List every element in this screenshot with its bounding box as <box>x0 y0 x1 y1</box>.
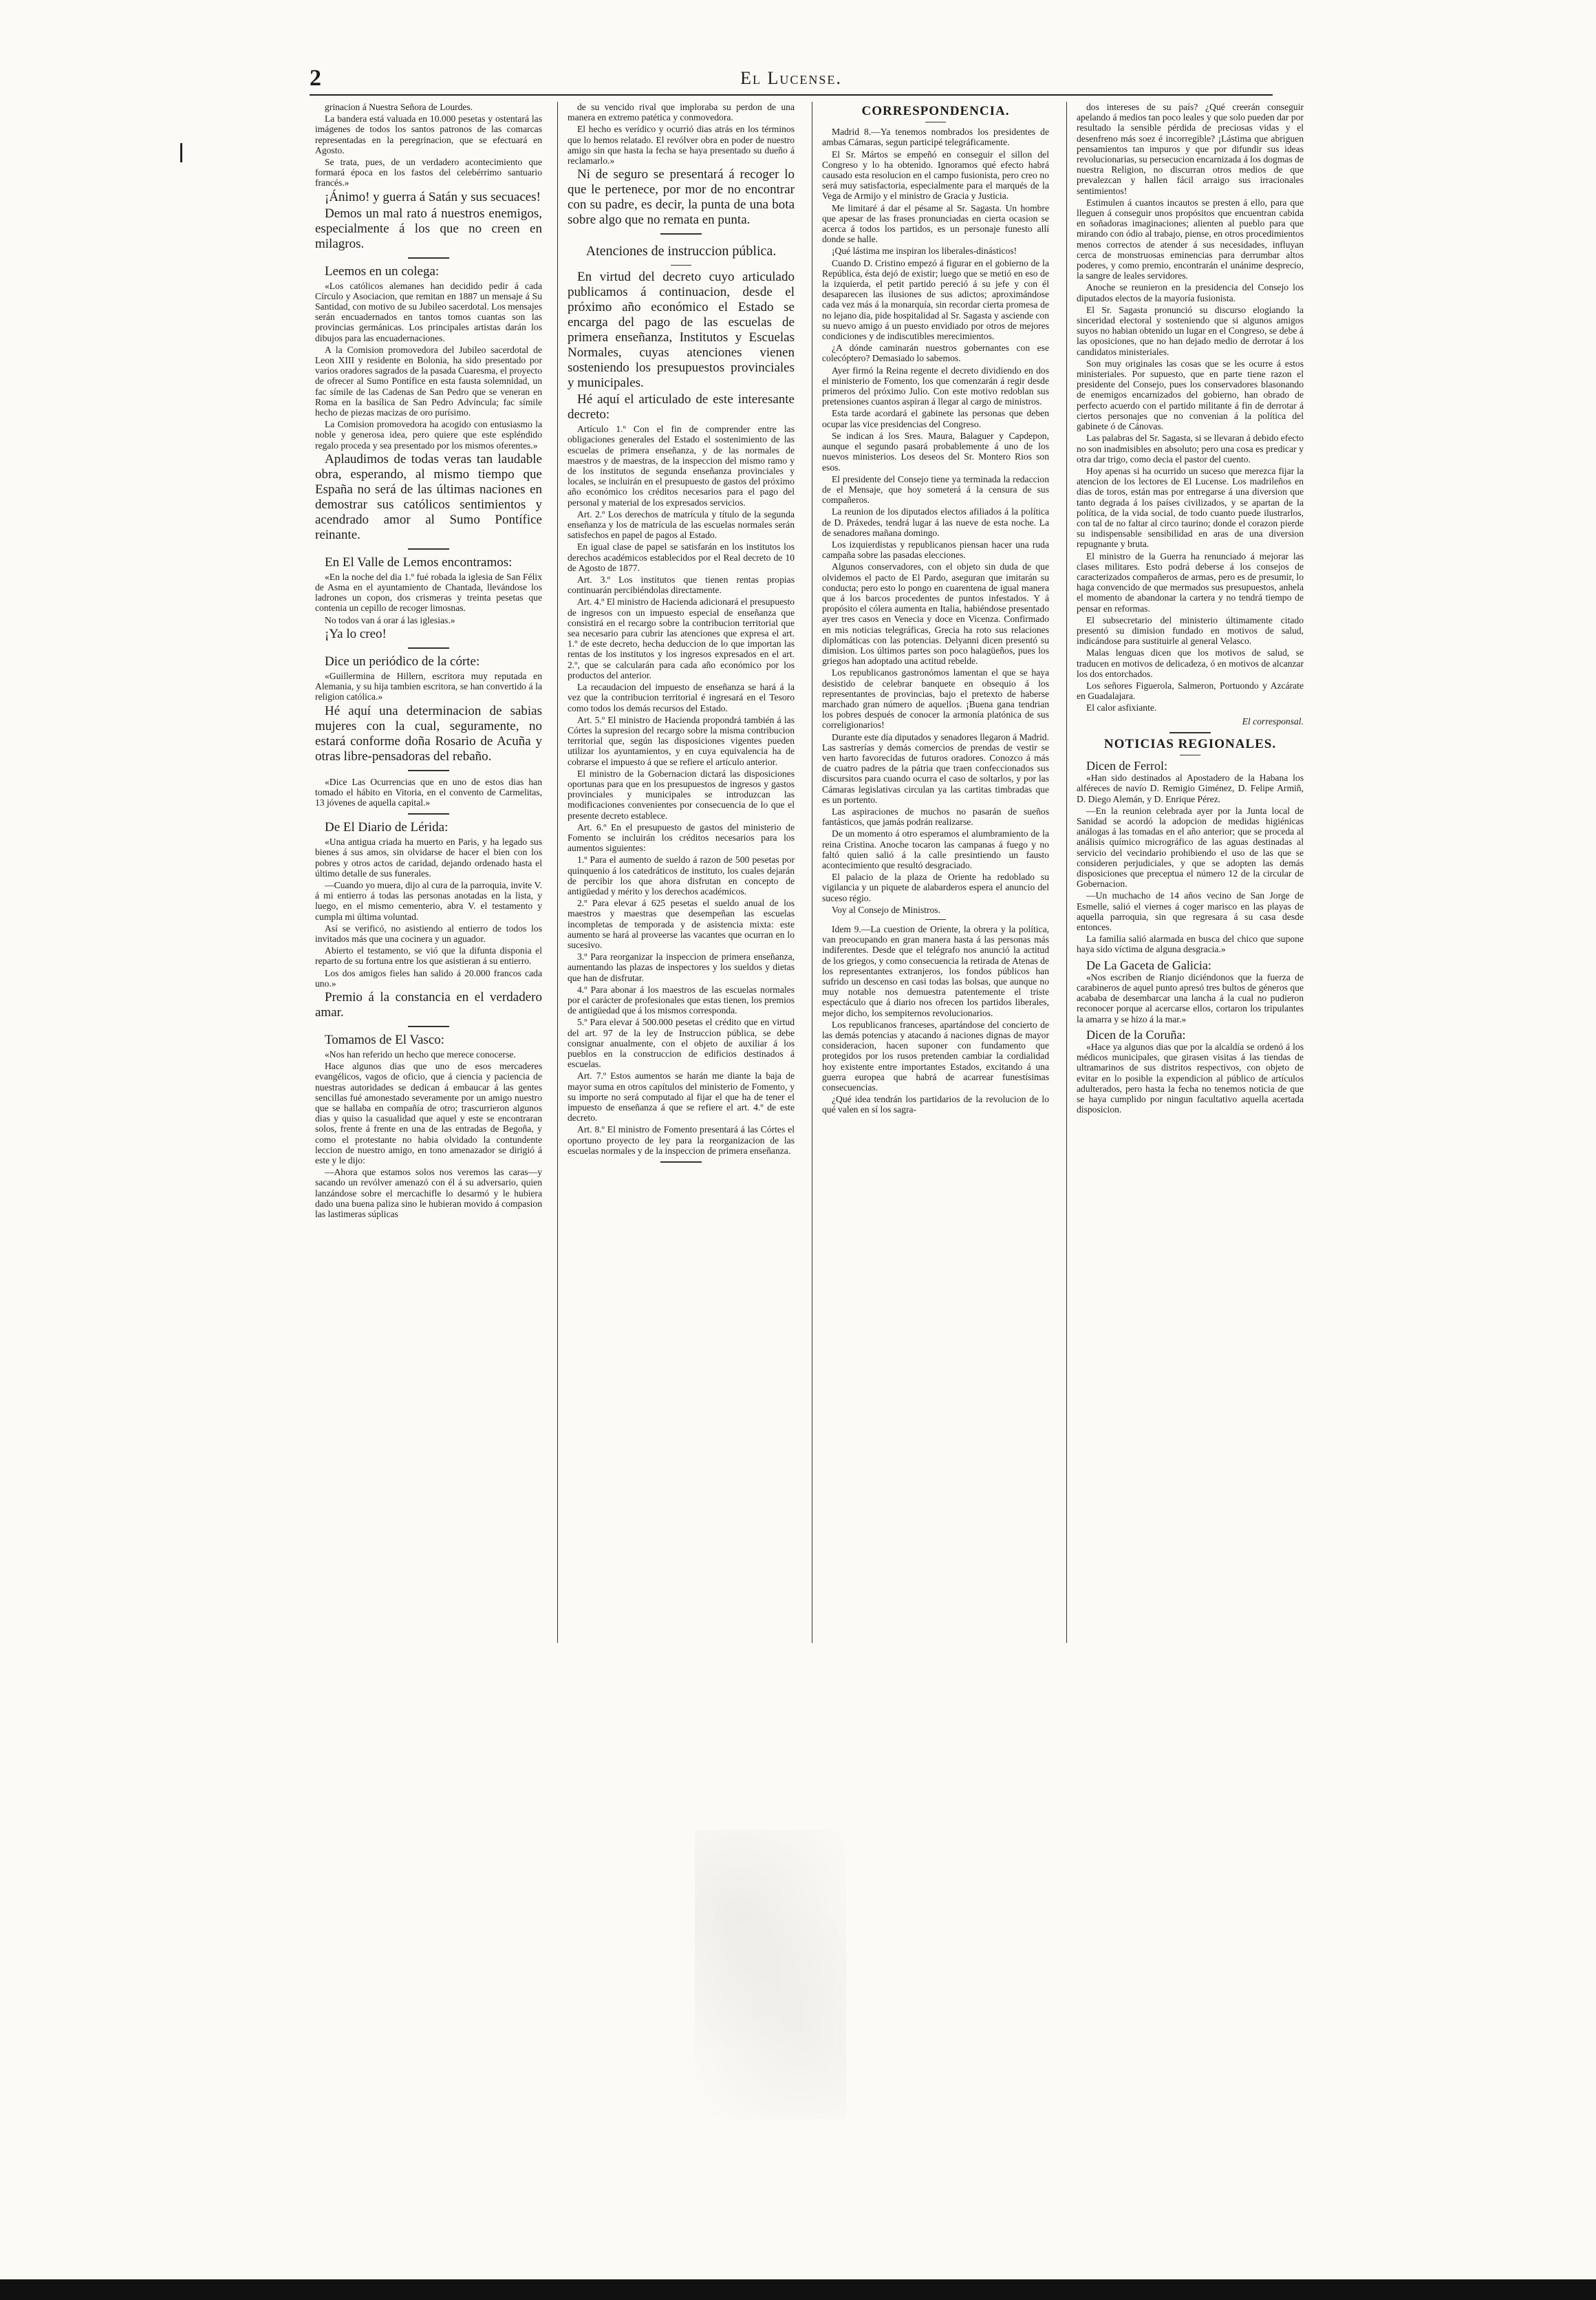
paragraph: Premio á la constancia en el verdadero amar. <box>315 989 542 1020</box>
paragraph: El ministro de la Gobernacion dictará las disposiciones oportunas para que en los presupuestos de ingresos y gastos provinciales y municipales se introduzcan las modificaciones convenientes por consecuencia de lo que el presente decreto establece. <box>568 768 795 821</box>
paragraph: Hé aquí una determinacion de sabias mujeres con la cual, seguramente, no estará conforme doña Rosario de Acuña y otras libre-pensadoras del rebaño. <box>315 703 542 764</box>
paragraph: A la Comision promovedora del Jubileo sacerdotal de Leon XIII y residente en Bolonia, ha sido presentado por varios oradores sagrados de la pasada Cuaresma, el proyecto de ofrecer al Sumo Pontífice en esta fausta solemnidad, un fac símile de las Cadenas de San Pedro que se veneran en Roma en la basílica de San Pedro Advíncula; fac símile hecho de piezas macizas de oro purísimo. <box>315 344 542 418</box>
paragraph: ¡Qué lástima me inspiran los liberales-dinásticos! <box>832 246 1017 257</box>
paragraph: El subsecretario del ministerio últimamente citado presentó su dimision fundado en motivos de salud, indicándose para sustituirle al general Velasco. <box>1077 614 1304 647</box>
column-4 <box>1077 102 1304 1643</box>
separator <box>925 919 946 920</box>
separator <box>408 813 449 815</box>
paragraph: 3.º Para reorganizar la inspeccion de primera enseñanza, aumentando las plazas de inspectores y los sueldos y dietas que han de disfrutar. <box>568 952 795 983</box>
paragraph: Art. 2.º Los derechos de matrícula y título de la segunda enseñanza y los de matrícula de las escuelas normales serán satisfechos en papel de pagos al Estado. <box>568 508 795 541</box>
paragraph: «En la noche del dia 1.º fué robada la iglesia de San Félix de Asma en el ayuntamiento de Chantada, llevándose los ladrones un copon, dos crismeras y treinta pesetas que contenia un cepillo de recoger limosnas. <box>315 571 542 614</box>
paragraph: Anoche se reunieron en la presidencia del Consejo los diputados electos de la mayoría fusionista. <box>1077 282 1304 303</box>
paragraph: Los señores Figuerola, Salmeron, Portuondo y Azcárate en Guadalajara. <box>1077 680 1304 702</box>
paragraph: Voy al Consejo de Ministros. <box>832 904 940 915</box>
column-2 <box>568 102 795 1643</box>
separator <box>660 1161 702 1163</box>
column-3 <box>822 102 1049 1643</box>
paragraph: Demos un mal rato á nuestros enemigos, especialmente á los que no creen en milagros. <box>315 206 542 251</box>
paragraph: Estimulen á cuantos incautos se presten á ello, para que lleguen á conseguir unos propósitos que encuentran cabida en soñadoras imaginaciones; alienten al pueblo para que mirando con ódio al trabajo, piense, en otros procedimientos menos correctos de atender á sus necesidades, influyan cerca de monstruosas eminencias para derrumbar altos poderes, y como premio, encontrarán el unánime desprecio, la sangre de leales servidores. <box>1077 197 1304 281</box>
paragraph: Cuando D. Cristino empezó á figurar en el gobierno de la República, ésta dejó de existir; luego que se metió en eso de la izquierda, el petit partido pereció á su jefe y con él desaparecen las ilusiones de sus adictos; aproximándose cada vez más á la monarquía, sin recordar cierta promesa de no lejano dia, pide hospitalidad al Sr. Sagasta y asciende con su nuevo amigo á un puesto envidiado por otros de mejores condiciones y de indiscutibles merecimientos. <box>822 257 1049 342</box>
paragraph: Art. 5.º El ministro de Hacienda propondrá también á las Córtes la supresion del recargo sobre la misma contribucion territorial que, según las disposiciones vigentes pueden utilizar los ayuntamientos, y en cuya equivalencia ha de cobrarse el impuesto á que se refiere el artículo anterior. <box>568 714 795 767</box>
separator <box>408 548 449 550</box>
paragraph: Durante este día diputados y senadores llegaron á Madrid. Las sastrerías y demás comercios de prendas de vestir se ven harto favorecidas de futuros oradores. Conozco á más de cuatro padres de la pátria que traen confeccionados sus discursitos para cuando ocurra el caso de soltarlos, y por las Cámaras legislativas circulan ya las cartitas timbradas que es un portento. <box>822 731 1049 805</box>
paragraph: Ayer firmó la Reina regente el decreto dividiendo en dos el ministerio de Fomento, los que comenzarán á regir desde primeros del próximo Julio. Con este motivo redoblan sus pretensiones cuantos aspiran á llegar al cargo de ministros. <box>822 365 1049 407</box>
paragraph: Leemos en un colega: <box>325 264 440 279</box>
paragraph: El calor asfixiante. <box>1086 702 1157 713</box>
paragraph: Tomamos de El Vasco: <box>325 1032 445 1047</box>
paragraph: Madrid 8.—Ya tenemos nombrados los presidentes de ambas Cámaras, segun participé telegráficamente. <box>822 127 1049 148</box>
paragraph: Son muy originales las cosas que se les ocurre á estos ministeriales. Por supuesto, que en parte tiene razon el presidente del Consejo, pues los conservadores blasonando de enemigos encarnizados del gobierno, han obrado de perfecto acuerdo con el partido militante á fin de derrotar á ciertos personajes que no convenian á la política del gabinete ó de Cánovas. <box>1077 358 1304 432</box>
paragraph: 1.º Para el aumento de sueldo á razon de 500 pesetas por quinquenio á los catedráticos de instituto, los cuales dejarán de percibir los que ahora disfrutan en concepto de antigüedad y mérito y los derechos académicos. <box>568 855 795 896</box>
paragraph: 2.º Para elevar á 625 pesetas el sueldo anual de los maestros y maestras que desempeñan las escuelas incompletas de temporada y de asistencia mixta: este aumento se hará al proveerse las vacantes que ocurran en lo sucesivo. <box>568 898 795 950</box>
paragraph: Hé aquí el articulado de este interesante decreto: <box>568 392 795 422</box>
paragraph: La familia salió alarmada en busca del chico que supone haya sido víctima de alguna desgracia.» <box>1077 934 1304 955</box>
paragraph: Hoy apenas si ha ocurrido un suceso que merezca fijar la atencion de los lectores de El Lucense. Los madrileños en dias de toros, están mas por entregarse á una diversion que tanto degrada á los países civilizados, y se apartan de la política, de la vida social, de todo cuanto puede ilustrarlos, con tal de no faltar al circo taurino; donde el corazon pierde su indispensable sensibilidad en aras de una diversion repugnante y bruta. <box>1077 465 1304 550</box>
separator <box>408 257 449 259</box>
page-header <box>310 65 1273 96</box>
paragraph: No todos van á orar á las iglesias.» <box>325 614 455 625</box>
subheading: Dicen de la Coruña: <box>1086 1027 1186 1042</box>
paragraph: Los republicanos franceses, apartándose del concierto de las demás potencias y atacando á naciones dignas de mayor consideracion, hacen suponer con fundamento que protegidos por los rusos pretenden cambiar la cordialidad hoy existente entre importantes Estados, excitando á una guerra europea que habrá de acarrear funestísimas consecuencias. <box>822 1019 1049 1093</box>
paragraph: —Ahora que estamos solos nos veremos las caras—y sacando un revólver amenazó con él á su adversario, quien lanzándose sobre el mercachifle lo desarmó y le hubiera dado una buena paliza sino le hubieran movido á compasion las lastimeras súplicas <box>315 1167 542 1219</box>
paragraph: Las aspiraciones de muchos no pasarán de sueños fantásticos, que jamás podrán realizarse. <box>822 806 1049 828</box>
paragraph: grinacion á Nuestra Señora de Lourdes. <box>325 102 473 112</box>
paragraph: —Un muchacho de 14 años vecino de San Jorge de Esmelle, salió el viernes á coger marisco en las playas de aquella parroquia, sin que regresara á su casa desde entonces. <box>1077 890 1304 933</box>
separator <box>408 647 449 649</box>
paragraph: Art. 8.º El ministro de Fomento presentará á las Córtes el oportuno proyecto de ley para la reorganizacion de las escuelas normales y de la inspeccion de primera enseñanza. <box>568 1124 795 1156</box>
paragraph: Art. 6.º En el presupuesto de gastos del ministerio de Fomento se incluirán los créditos necesarios para los aumentos siguientes: <box>568 821 795 854</box>
paragraph: 4.º Para abonar á los maestros de las escuelas normales por el carácter de profesionales que estas tienen, los premios de antigüedad que á los mismos corresponda. <box>568 984 795 1016</box>
paragraph: Abierto el testamento, se vió que la difunta disponia el reparto de su fortuna entre los que asistieran á su entierro. <box>315 945 542 967</box>
column-1 <box>315 102 542 1643</box>
paragraph: «Dice Las Ocurrencias que en uno de estos dias han tomado el hábito en Vitoria, en el convento de Carmelitas, 13 jóvenes de aquella capital.» <box>315 776 542 808</box>
paragraph: En virtud del decreto cuyo articulado publicamos á continuacion, desde el próximo año económico el Estado se encarga del pago de las escuelas de primera enseñanza, Institutos y Escuelas Normales, cuyas atenciones vienen sosteniendo los presupuestos provinciales y municipales. <box>568 270 795 391</box>
paragraph: 5.º Para elevar á 500.000 pesetas el crédito que en virtud del art. 97 de la ley de Instruccion pública, se debe consignar anualmente, con el objeto de auxiliar á los pueblos en la construccion de edificios destinados á escuelas. <box>568 1017 795 1070</box>
paragraph: de su vencido rival que imploraba su perdon de una manera en extremo patética y conmovedora. <box>568 102 795 123</box>
paragraph: La reunion de los diputados electos afiliados á la política de D. Práxedes, tendrá lugar á las nueve de esta noche. La de senadores mañana domingo. <box>822 506 1049 538</box>
section-title: CORRESPONDENCIA. <box>861 104 1010 118</box>
paragraph: De un momento á otro esperamos el alumbramiento de la reina Cristina. Anoche tocaron las campanas á fuego y no faltó quien salió á la calle presintiendo un fausto acontecimiento que resultó desgraciado. <box>822 828 1049 871</box>
paragraph: El palacio de la plaza de Oriente ha redoblado su vigilancia y un piquete de alabarderos espera el anuncio del suceso régio. <box>822 872 1049 903</box>
section-title: NOTICIAS REGIONALES. <box>1103 736 1277 751</box>
paragraph: ¿A dónde caminarán nuestros gobernantes con ese colecóptero? Demasiado lo sabemos. <box>822 343 1049 364</box>
paragraph: La recaudacion del impuesto de enseñanza se hará á la vez que la contribucion territorial é ingresará en el Tesoro como todos los demás recursos del Estado. <box>568 682 795 713</box>
paragraph: Malas lenguas dicen que los motivos de salud, se traducen en motivos de delicadeza, ó en motivos de alcanzar los dos entorchados. <box>1077 647 1304 679</box>
paragraph: De El Diario de Lérida: <box>325 820 449 835</box>
paragraph: Esta tarde acordará el gabinete las personas que deben ocupar las vice presidencias del Congreso. <box>822 408 1049 429</box>
paragraph: Algunos conservadores, con el objeto sin duda de que olvidemos el pacto de El Pardo, aseguran que imitarán su conducta; pero esto lo pongo en cuarentena de igual manera que á los barcos procedentes de puntos infestados. Y á propósito el cólera aumenta en Italia, habiéndose presentado ayer tres casos en Venecia y doce en Vicenza. Confirmado en mis noticias telegráficas, Grecia ha roto sus relaciones diplomáticas con las potencias. Delyanni dicen presentó su dimision. Los últimos partes son poco halagüeños, pues los griegos han adoptado una actitud rebelde. <box>822 561 1049 667</box>
paragraph: Dice un periódico de la córte: <box>325 654 480 669</box>
paragraph: ¡Ya lo creo! <box>325 626 387 641</box>
paragraph: El Sr. Mártos se empeñó en conseguir el sillon del Congreso y lo ha obtenido. Ignoramos qué efecto habrá causado esta resolucion en el campo fusionista, pero creo no será muy satisfactoria, especialmente para el marqués de la Vega de Armijo y el ministro de Gracia y Justicia. <box>822 149 1049 202</box>
paragraph: «Los católicos alemanes han decidido pedir á cada Círculo y Asociacion, que remitan en 1887 un mensaje á Su Santidad, con motivo de su Jubileo sacerdotal. Los mensajes serán encuadernados en tantos tomos cuantas son las provincias germánicas. Los principales artistas darán los dibujos para las encuadernaciones. <box>315 280 542 343</box>
paragraph: Las palabras del Sr. Sagasta, si se llevaran á debido efecto no son inadmisibles en absoluto; pero una cosa es predicar y otra dar trigo, como decia el pastor del cuento. <box>1077 433 1304 464</box>
paragraph: Ni de seguro se presentará á recoger lo que le pertenece, por mor de no encontrar con su padre, es decir, la punta de una bota sobre algo que no remata en punta. <box>568 167 795 228</box>
paragraph: «Una antigua criada ha muerto en Paris, y ha legado sus bienes á sus amos, sin olvidarse de hacer el bien con los pobres y otros actos de caridad, dejando ordenado hasta el último detalle de sus funerales. <box>315 837 542 879</box>
page-number: 2 <box>310 65 321 91</box>
paragraph: dos intereses de su país? ¿Qué creerán conseguir apelando á medios tan poco leales y que solo pueden dar por resultado la sensible pérdida de preciosas vidas y el desenfreno más soez é incorregible? ¡Lástima que abriguen pensamientos tan impuros y que por difundir sus ideas revolucionarias, su persecucion encarnizada á los dogmas de nuestra Religion, no discurran otros medios de que prevalezcan y hallen fácil arraigo sus irracionales sentimientos! <box>1077 102 1304 196</box>
margin-mark <box>180 143 182 162</box>
separator <box>1169 732 1211 733</box>
signature: El corresponsal. <box>1242 716 1304 727</box>
paragraph: «Hace ya algunos dias que por la alcaldía se ordenó á los médicos municipales, que girasen visitas á las tiendas de ultramarinos de sus distritos respectivos, con objeto de evitar en lo posible la expendicion al público de artículos adulterados, pero hasta la fecha no tenemos noticia de que se haya cumplido por ningun facultativo aquella acertada disposicion. <box>1077 1042 1304 1115</box>
column-rule <box>557 102 558 1643</box>
subheading: Dicen de Ferrol: <box>1086 758 1167 773</box>
paragraph: Se trata, pues, de un verdadero acontecimiento que formará época en los fastos del celebérrimo santuario francés.» <box>315 157 542 189</box>
masthead: El Lucense. <box>740 68 842 88</box>
paragraph: Me limitaré á dar el pésame al Sr. Sagasta. Un hombre que apesar de las frases pronunciadas en cierta ocasion se acerca á todos los partidos, es un personaje funesto allí donde se halle. <box>822 202 1049 245</box>
paragraph: Artículo 1.º Con el fin de comprender entre las obligaciones generales del Estado el sostenimiento de las escuelas de primera enseñanza, y de las normales de maestros y de maestras, de la inspeccion del mismo ramo y de los institutos de segunda enseñanza provinciales y locales, se incluirán en el presupuesto de gastos del próximo año económico los créditos necesarios para el pago del personal y material de los expresados servicios. <box>568 424 795 508</box>
separator <box>671 265 691 266</box>
paragraph: Art. 7.º Estos aumentos se harán me diante la baja de mayor suma en otros capítulos del ministerio de Fomento, y su importe no será computado al fijar el que ha de tener el impuesto de enseñanza á que se refiere el art. 4.º de este decreto. <box>568 1071 795 1124</box>
paragraph: En igual clase de papel se satisfarán en los institutos los derechos académicos establecidos por el Real decreto de 10 de Agosto de 1877. <box>568 541 795 573</box>
paragraph: Se indican á los Sres. Maura, Balaguer y Capdepon, aunque el segundo pasará probablemente á uno de los nuevos ministerios. Los deseos del Sr. Montero Rios son esos. <box>822 430 1049 473</box>
scan-border <box>0 2279 1596 2300</box>
paragraph: Art. 3.º Los institutos que tienen rentas propias continuarán percibiéndolas directamente. <box>568 574 795 596</box>
paper-stain <box>695 1830 846 2119</box>
paragraph: El ministro de la Guerra ha renunciado á mejorar las clases militares. Esto podrá deberse á los consejos de caracterizados compañeros de armas, pero es de presumir, lo haga convencido de que mermados sus presupuestos, anhela el momento de abandonar la cartera y no tendrá tiempo de pensar en reformas. <box>1077 550 1304 614</box>
paragraph: «Guillermina de Hillern, escritora muy reputada en Alemania, y su hija tambien escritora, se han convertido á la religion católica.» <box>315 670 542 702</box>
paragraph: Art. 4.º El ministro de Hacienda adicionará el presupuesto de ingresos con un impuesto especial de enseñanza que consistirá en el recargo sobre la contribucion territorial que sea necesario para cubrir las atenciones que expresa el art. 1.º de este decreto, hecha deduccion de lo que importan las rentas de los institutos y los ingresos expresados en el art. 2.º, que se calcularán para cada año económico por los productos del anterior. <box>568 597 795 680</box>
paragraph: En El Valle de Lemos encontramos: <box>325 555 513 570</box>
paragraph: Los dos amigos fieles han salido á 20.000 francos cada uno.» <box>315 967 542 989</box>
paragraph: La Comision promovedora ha acogido con entusiasmo la noble y generosa idea, pero quiere que este espléndido regalo proceda y sea presentado por los mismos oferentes.» <box>315 419 542 451</box>
separator <box>660 233 702 235</box>
paragraph: El hecho es verídico y ocurrió dias atrás en los términos que lo hemos relatado. El revólver obra en poder de nuestro amigo sin que hasta la fecha se haya presentado su dueño á reclamarlo.» <box>568 124 795 166</box>
column-rule <box>1066 102 1067 1643</box>
paragraph: Así se verificó, no asistiendo al entierro de todos los invitados más que una cocinera y un aguador. <box>315 923 542 944</box>
paragraph: Idem 9.—La cuestion de Oriente, la obrera y la política, van preocupando en gran manera hasta á las personas más indiferentes. Desde que el telégrafo nos anunció la actitud de los griegos, y como consecuencia la retirada de Atenas de los representantes extranjeros, los fondos públicos han sufrido un descenso en casi todas las bolsas, que aunque no muy notable nos demuestra patentemente el triste espectáculo que á diario nos ofrecen los partidos liberales, mejor dicho, los sempiternos revolucionarios. <box>822 924 1049 1018</box>
paragraph: ¿Qué idea tendrán los partidarios de la revolucion de lo qué valen en sí los sagra- <box>822 1094 1049 1115</box>
paragraph: El presidente del Consejo tiene ya terminada la redaccion de el Mensaje, que hoy someterá á la censura de sus compañeros. <box>822 473 1049 506</box>
paragraph: —Cuando yo muera, dijo al cura de la parroquia, invite V. á mi entierro á todas las personas anotadas en la lista, y luego, en el mismo cementerio, abra V. el testamento y cumpla mi última voluntad. <box>315 879 542 922</box>
paragraph: ¡Ánimo! y guerra á Satán y sus secuaces! <box>325 189 541 204</box>
paragraph: Los republicanos gastronómos lamentan el que se haya desistido de celebrar banquete en obsequio á los representantes de provincias, bajo el pretexto de haberse marchado gran número de aquellos. ¡Buena gana tendrian los pobres después de conocer la armonía platónica de sus correligionarios! <box>822 667 1049 731</box>
paragraph: Hace algunos dias que uno de esos mercaderes evangélicos, vagos de oficio, que á ciencia y paciencia de nuestras autoridades se dedican á embaucar á las gentes sencillas fué amonestado severamente por un amigo nuestro que se hallaba en compañía de otro; trascurrieron algunos dias y quiso la casualidad que aquel y este se encontraran solos, frente á frente en una de las entradas de Begoña, y como el protestante no habia olvidado la contundente leccion de nuestro amigo, en tono amenazador se dirigió á este y le dijo: <box>315 1061 542 1165</box>
paragraph: «Han sido destinados al Apostadero de la Habana los alféreces de navío D. Remigio Giménez, D. Felipe Armiñ, D. Diego Alemán, y D. Enrique Pérez. <box>1077 773 1304 804</box>
separator <box>408 1026 449 1027</box>
paragraph: Los izquierdistas y republicanos piensan hacer una ruda campaña sobre las pasadas elecciones. <box>822 539 1049 561</box>
paragraph: El Sr. Sagasta pronunció su discurso elogiando la sinceridad electoral y sosteniendo que si algunos amigos suyos no habian obtenido un lugar en el Congreso, se debe á las oposiciones, que no han dejado medio de derrotar á los candidatos ministeriales. <box>1077 304 1304 357</box>
separator <box>408 770 449 771</box>
paragraph: «Nos han referido un hecho que merece conocerse. <box>325 1049 516 1060</box>
article-title: Atenciones de instruccion pública. <box>585 244 777 259</box>
paragraph: —En la reunion celebrada ayer por la Junta local de Sanidad se acordó la adopcion de medidas higiénicas análogas á las tomadas en el año anterior; que se proceda al análisis químico micrográfico de las aguas destinadas al servicio del vecindario prohibiendo el uso de las que se consideren perjudiciales, y que se adopten las demás disposiciones que preceptua el número 12 de la circular de Gobernacion. <box>1077 805 1304 890</box>
paragraph: La bandera está valuada en 10.000 pesetas y ostentará las imágenes de todos los santos patronos de las comarcas representadas en la peregrinacion, que se efectuará en Agosto. <box>315 114 542 155</box>
paragraph: Aplaudimos de todas veras tan laudable obra, esperando, al mismo tiempo que España no será de las últimas naciones en demostrar sus católicos sentimientos y acendrado amor al Sumo Pontífice reinante. <box>315 451 542 542</box>
paragraph: «Nos escriben de Rianjo diciéndonos que la fuerza de carabineros de aquel punto apresó tres bultos de géneros que acababa de desembarcar una lancha á la cual no pudieron reconocer porque al acercarse ellos, cortaron los tripulantes la amarra y se hizo á la mar.» <box>1077 971 1304 1024</box>
subheading: De La Gaceta de Galicia: <box>1086 958 1211 972</box>
